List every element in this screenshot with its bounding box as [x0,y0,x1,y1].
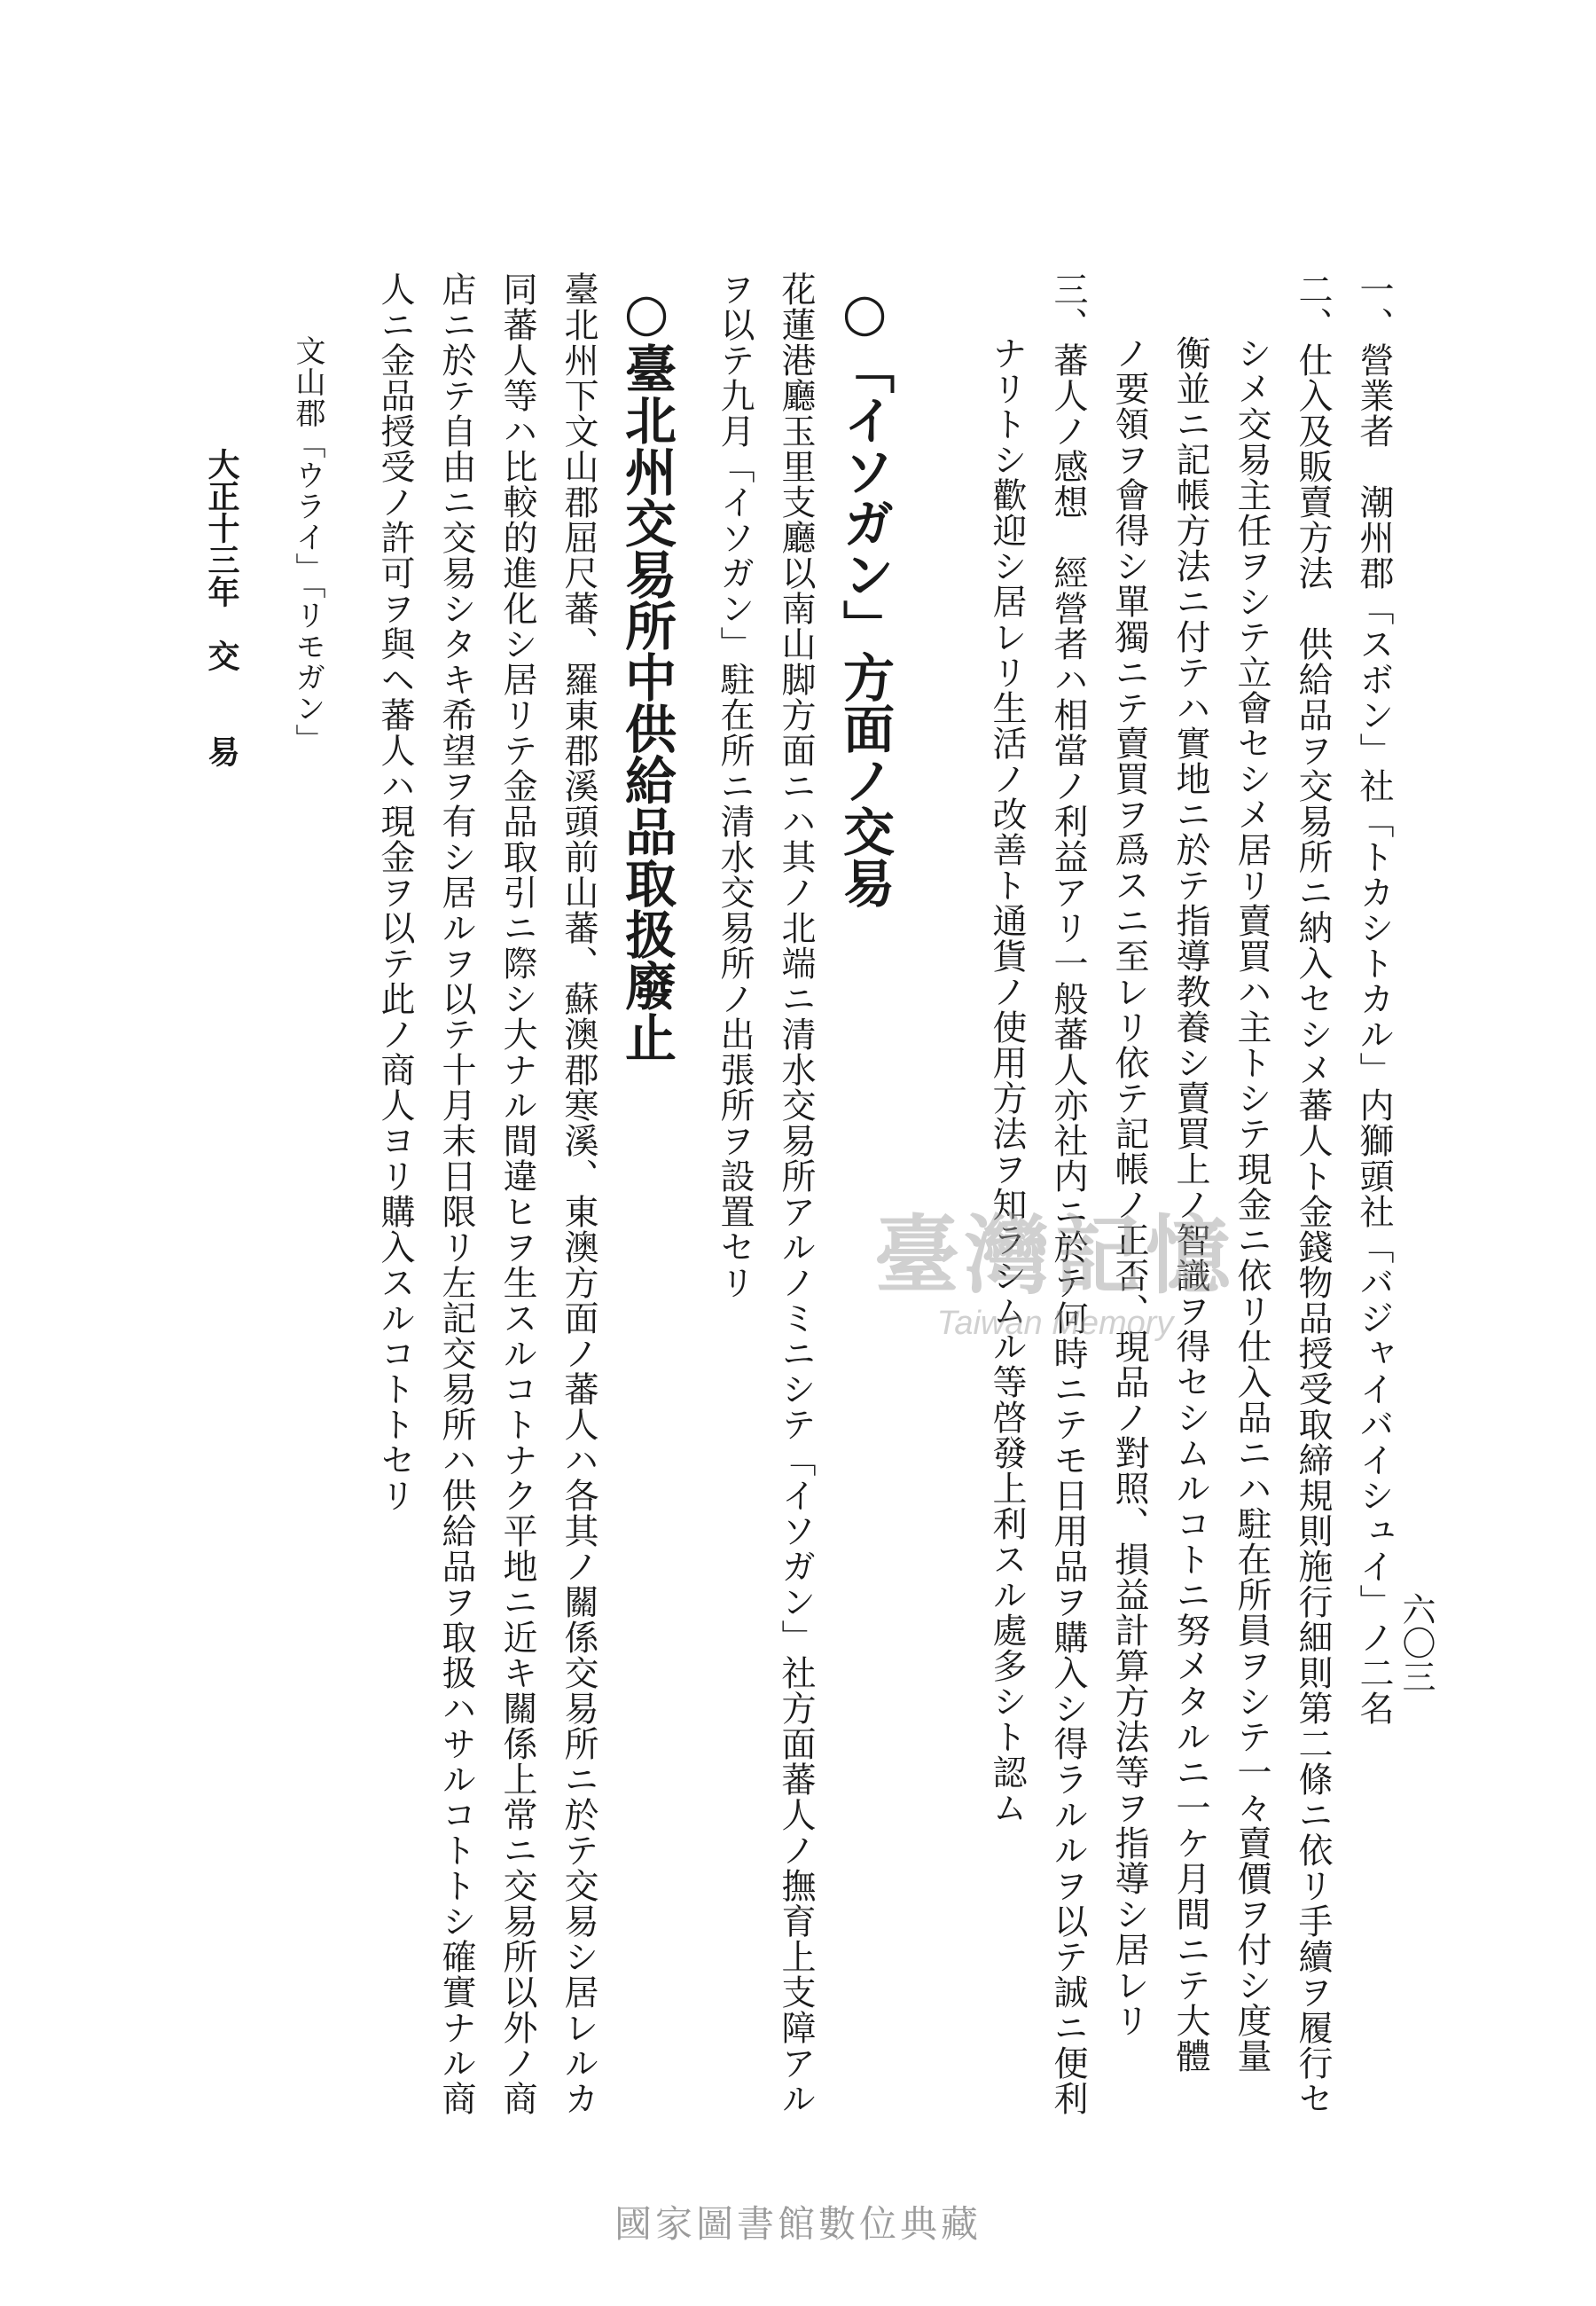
section-heading: ○「イソガン」方面ノ交易 [834,282,895,908]
text-column: 三、蕃人ノ感想 經營者ハ相當ノ利益アリ一般蕃人亦社内ニ於テ何時ニテモ日用品ヲ購入シ得ラルルヲ以テ誠ニ便利 [1048,271,1088,2116]
text-column: 衡並ニ記帳方法ニ付テハ實地ニ於テ指導教養シ賣買上ノ智識ヲ得セシムルコトニ努メタルニ一ケ月間ニテ大體 [1170,335,1210,2074]
text-column: ヲ以テ九月「イソガン」駐在所ニ清水交易所ノ出張所ヲ設置セリ [715,271,755,1300]
text-column: 一、營業者 潮州郡「スボン」社「トカシトカル」内獅頭社「バジャイバイシュイ」ノ二名 [1354,271,1394,1726]
text-column: ナリトシ歡迎シ居レリ生活ノ改善ト通貨ノ使用方法ヲ知ラシムル等啓發上利スル處多シト認ム [987,335,1027,1825]
text-column: 店ニ於テ自由ニ交易シタキ希望ヲ有シ居ルヲ以テ十月末日限リ左記交易所ハ供給品ヲ取扱ハサルコトトシ確實ナル商 [436,271,476,2116]
text-column: 人ニ金品授受ノ許可ヲ與ヘ蕃人ハ現金ヲ以テ此ノ商人ヨリ購入スルコトトセリ [375,271,415,1513]
watermark-text: 臺灣記憶 [874,1205,1236,1306]
text-column: 二、仕入及販賣方法 供給品ヲ交易所ニ納入セシメ蕃人ト金錢物品授受取締規則施行細則第二條ニ依リ手續ヲ履行セ [1293,271,1333,2116]
footer-collection-label: 國家圖書館數位典藏 [614,2202,982,2246]
running-head: 大正十三年 交 易 [203,448,240,767]
text-column: 花蓮港廳玉里支廳以南山脚方面ニハ其ノ北端ニ清水交易所アルノミニシテ「イソガン」社方面蕃人ノ撫育上支障アル [776,271,816,2116]
text-column: 文山郡「ウライ」「リモガン」 [290,335,325,755]
page-number: 六〇三 [1396,1592,1436,1693]
text-column: ノ要領ヲ會得シ單獨ニテ賣買ヲ爲スニ至レリ依テ記帳ノ正否、現品ノ對照、損益計算方法等ヲ指導シ居レリ [1109,335,1149,2038]
text-column: シメ交易主任ヲシテ立會セシメ居リ賣買ハ主トシテ現金ニ依リ仕入品ニハ駐在所員ヲシテ一々賣價ヲ付シ度量 [1232,335,1271,2074]
text-column: 臺北州下文山郡屈尺蕃、羅東郡溪頭前山蕃、蘇澳郡寒溪、東澳方面ノ蕃人ハ各其ノ關係交易所ニ於テ交易シ居レルカ [559,271,598,2116]
text-column: 同蕃人等ハ比較的進化シ居リテ金品取引ニ際シ大ナル間違ヒヲ生スルコトナク平地ニ近キ關係上常ニ交易所以外ノ商 [497,271,537,2116]
watermark-subtext: Taiwan Memory [936,1305,1174,1342]
section-heading: ○臺北州交易所中供給品取扱廢止 [616,282,677,1063]
